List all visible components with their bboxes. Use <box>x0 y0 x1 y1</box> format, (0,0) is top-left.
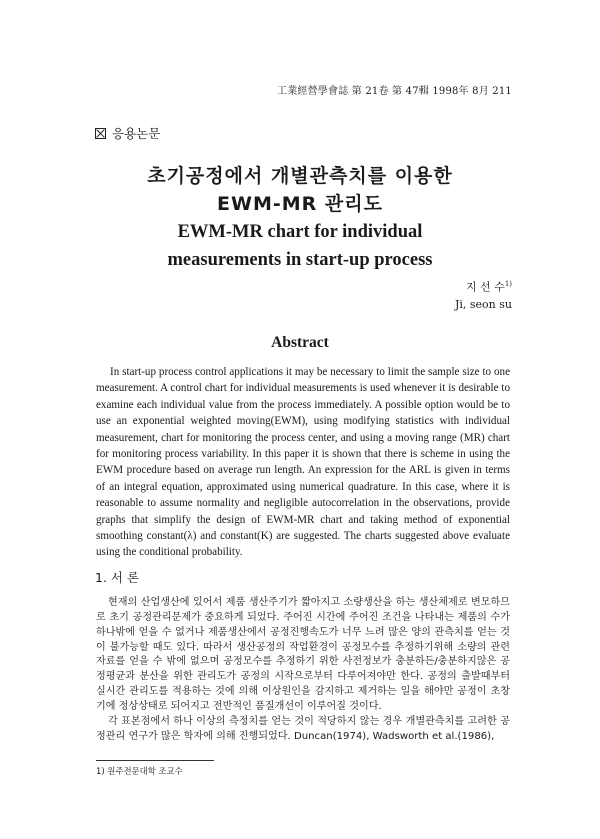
title-english-line2: measurements in start-up process <box>167 250 433 270</box>
footnote-divider <box>96 760 214 761</box>
section-paragraph-2: 각 표본점에서 하나 이상의 측정치를 얻는 것이 적당하지 않는 경우 개별관측치를 고려한 공정관리 연구가 많은 학자에 의해 진행되었다. Duncan(1974), Wadsworth et al.(1986), <box>96 715 510 742</box>
abstract-heading: Abstract <box>271 334 329 351</box>
running-header: 工業經營學會誌 第 21卷 第 47輯 1998年 8月 211 <box>277 86 512 97</box>
title-korean-line1: 초기공정에서 개별관측치를 이용한 <box>147 165 453 187</box>
abstract-body <box>96 364 510 561</box>
author-korean-name: 지 선 수 <box>465 280 505 294</box>
author-block <box>455 276 512 313</box>
paper-category <box>95 124 160 142</box>
section-body <box>96 596 510 744</box>
abstract-text: In start-up process control applications it may be necessary to limit the sample size to one measurement. A control chart for individual measurements is used whenever it is desirable to examine each individual value from the process immediately. A possible option would be to use an exponential weighted moving(EWM), using modifying statistics with individual measurement, chart for monitoring the process center, and using a moving range (MR) chart for monitoring process variability. In this paper it is shown that there is scheme in using the EWM procedure based on average run length. An expression for the ARL is given in terms of an integral equation, approximated using numerical quadrature. In this case, where it is reasonable to assume normality and negligible autocorrelation in the observations, provide graphs that simplify the design of EWM-MR chart and taking method of exponential smoothing constant(λ) and constant(K) are suggested. The charts suggested above evaluate using the conditional probability. <box>96 366 510 559</box>
author-english-name: Ji, seon su <box>454 297 512 311</box>
boxed-x-icon <box>95 128 106 139</box>
section-paragraph-1: 현재의 산업생산에 있어서 제품 생산주기가 짧아지고 소량생산을 하는 생산체제로 변모하므로 초기 공정관리문제가 중요하게 되었다. 주어진 시간에 주어진 조건을 나타내는 제품의 수가 하나밖에 얻을 수 없거나 제품생산에서 공정진행속도가 너무 느려 많은 양의 관측치를 얻는 것이 불가능할 때도 있다. 따라서 생산공정의 작업환경이 공정모수를 추정하기위해 소량의 관련자료를 얻을 수 밖에 없으며 공정모수를 추정하기 위한 사전정보가 충분하든/충분하지않은 공정평균과 분산을 위한 관리도가 공정의 시작으로부터 다루어져야만 한다. 공정의 출발때부터 실시간 관리도를 적용하는 것에 의해 이상원인을 감지하고 제거하는 일을 해야만 공정이 초창기에 정상상태로 되어지고 전반적인 품질개선이 이루어질 것이다. <box>96 597 510 712</box>
title-korean-line2: EWM-MR 관리도 <box>217 193 383 215</box>
title-english-line1: EWM-MR chart for individual <box>177 222 423 242</box>
paper-title <box>0 162 600 274</box>
category-label: 응용논문 <box>112 126 161 141</box>
author-footnote-mark: 1) <box>504 280 512 288</box>
section-heading: 1. 서 론 <box>95 570 140 585</box>
footnote: 1) 원주전문대학 조교수 <box>96 766 183 776</box>
